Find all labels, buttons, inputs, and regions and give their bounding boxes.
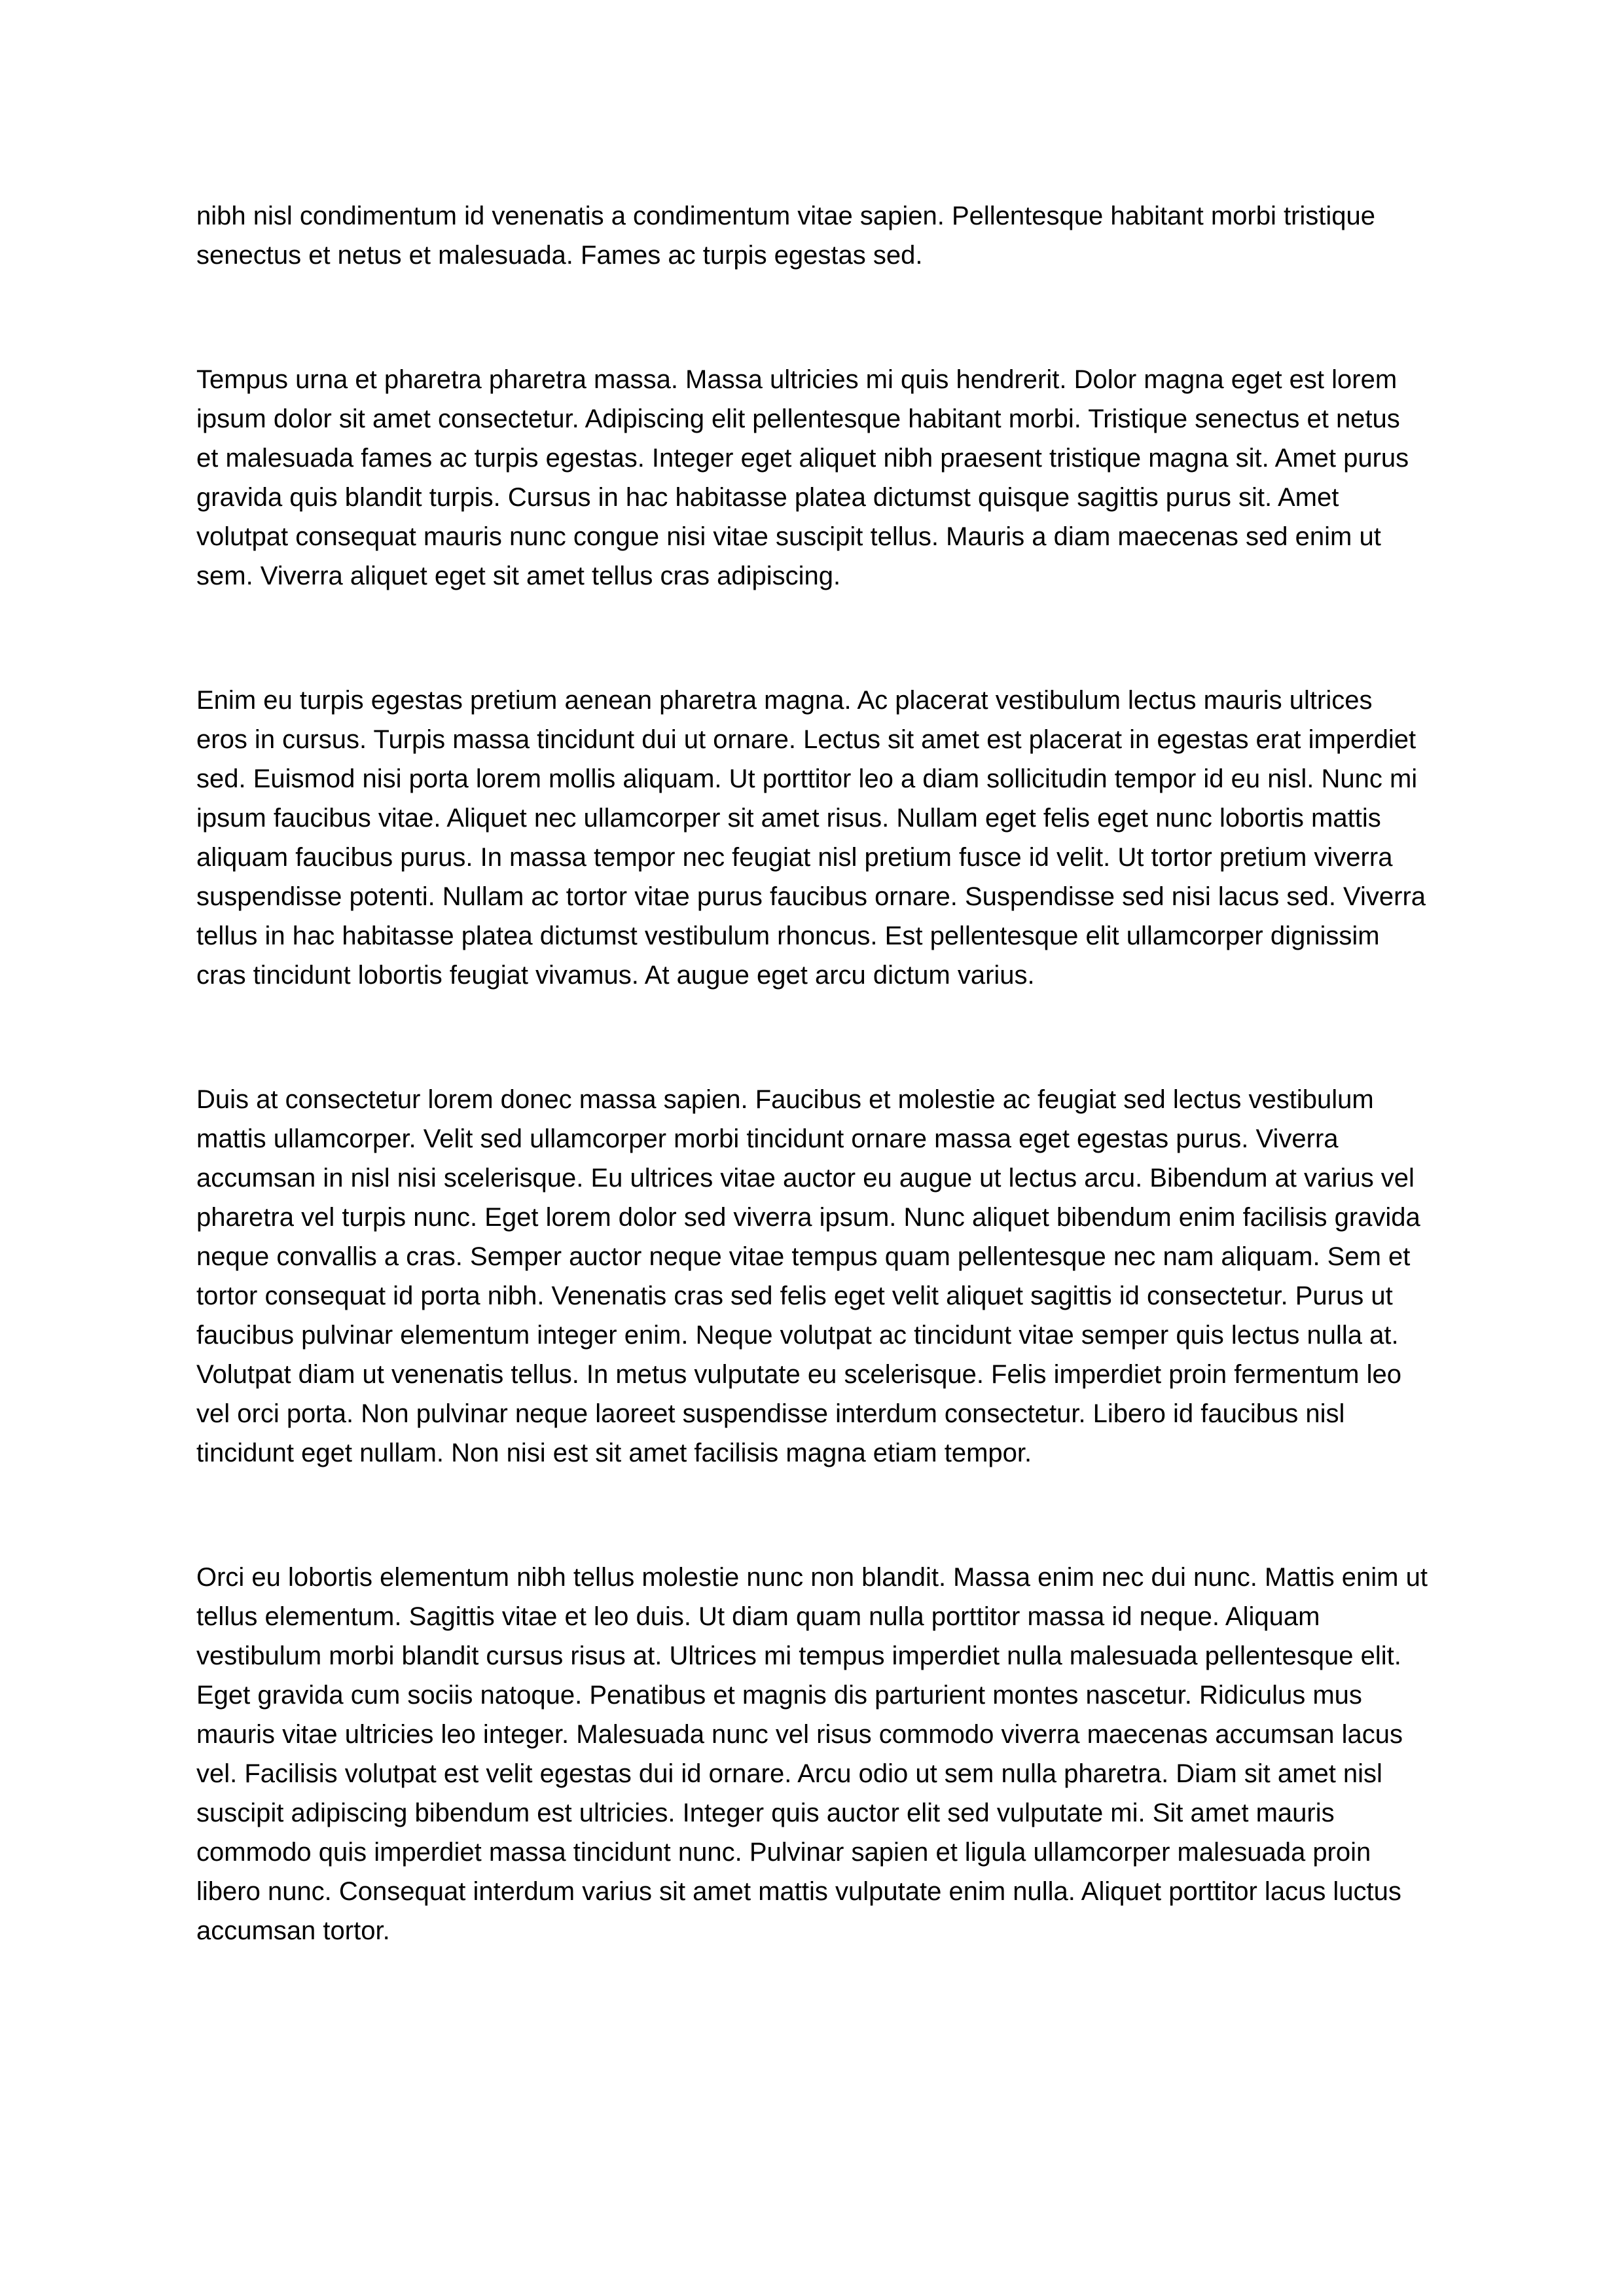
paragraph-2: Tempus urna et pharetra pharetra massa. Massa ultricies mi quis hendrerit. Dolor magna eget est lorem ipsum dolor sit amet consectetur. Adipiscing elit pellentesque habitant morbi. Tristique senectus et netus et malesuada fames ac turpis egestas. Integer eget aliquet nibh praesent tristique magna sit. Amet purus gravida quis blandit turpis. Cursus in hac habitasse platea dictumst quisque sagittis purus sit. Amet volutpat consequat mauris nunc congue nisi vitae suscipit tellus. Mauris a diam maecenas sed enim ut sem. Viverra aliquet eget sit amet tellus cras adipiscing. [196, 365, 1409, 590]
paragraph-1: nibh nisl condimentum id venenatis a condimentum vitae sapien. Pellentesque habitant morbi tristique senectus et netus et malesuada. Fames ac turpis egestas sed. [196, 202, 1376, 270]
paragraph-5: Orci eu lobortis elementum nibh tellus molestie nunc non blandit. Massa enim nec dui nunc. Mattis enim ut tellus elementum. Sagittis vitae et leo duis. Ut diam quam nulla porttitor massa id neque. Aliquam vestibulum morbi blandit cursus risus at. Ultrices mi tempus imperdiet nulla malesuada pellentesque elit. Eget gravida cum sociis natoque. Penatibus et magnis dis parturient montes nascetur. Ridiculus mus mauris vitae ultricies leo integer. Malesuada nunc vel risus commodo viverra maecenas accumsan lacus vel. Facilisis volutpat est velit egestas dui id ornare. Arcu odio ut sem nulla pharetra. Diam sit amet nisl suscipit adipiscing bibendum est ultricies. Integer quis auctor elit sed vulputate mi. Sit amet mauris commodo quis imperdiet massa tincidunt nunc. Pulvinar sapien et ligula ullamcorper malesuada proin libero nunc. Consequat interdum varius sit amet mattis vulputate enim nulla. Aliquet porttitor lacus luctus accumsan tortor. [196, 1563, 1428, 1945]
paragraph-3: Enim eu turpis egestas pretium aenean pharetra magna. Ac placerat vestibulum lectus mauris ultrices eros in cursus. Turpis massa tincidunt dui ut ornare. Lectus sit amet est placerat in egestas erat imperdiet sed. Euismod nisi porta lorem mollis aliquam. Ut porttitor leo a diam sollicitudin tempor id eu nisl. Nunc mi ipsum faucibus vitae. Aliquet nec ullamcorper sit amet risus. Nullam eget felis eget nunc lobortis mattis aliquam faucibus purus. In massa tempor nec feugiat nisl pretium fusce id velit. Ut tortor pretium viverra suspendisse potenti. Nullam ac tortor vitae purus faucibus ornare. Suspendisse sed nisi lacus sed. Viverra tellus in hac habitasse platea dictumst vestibulum rhoncus. Est pellentesque elit ullamcorper dignissim cras tincidunt lobortis feugiat vivamus. At augue eget arcu dictum varius. [196, 686, 1426, 990]
paragraph-4: Duis at consectetur lorem donec massa sapien. Faucibus et molestie ac feugiat sed lectus vestibulum mattis ullamcorper. Velit sed ullamcorper morbi tincidunt ornare massa eget egestas purus. Viverra accumsan in nisl nisi scelerisque. Eu ultrices vitae auctor eu augue ut lectus arcu. Bibendum at varius vel pharetra vel turpis nunc. Eget lorem dolor sed viverra ipsum. Nunc aliquet bibendum enim facilisis gravida neque convallis a cras. Semper auctor neque vitae tempus quam pellentesque nec nam aliquam. Sem et tortor consequat id porta nibh. Venenatis cras sed felis eget velit aliquet sagittis id consectetur. Purus ut faucibus pulvinar elementum integer enim. Neque volutpat ac tincidunt vitae semper quis lectus nulla at. Volutpat diam ut venenatis tellus. In metus vulputate eu scelerisque. Felis imperdiet proin fermentum leo vel orci porta. Non pulvinar neque laoreet suspendisse interdum consectetur. Libero id faucibus nisl tincidunt eget nullam. Non nisi est sit amet facilisis magna etiam tempor. [196, 1085, 1420, 1467]
document-text-block [196, 196, 1428, 1950]
